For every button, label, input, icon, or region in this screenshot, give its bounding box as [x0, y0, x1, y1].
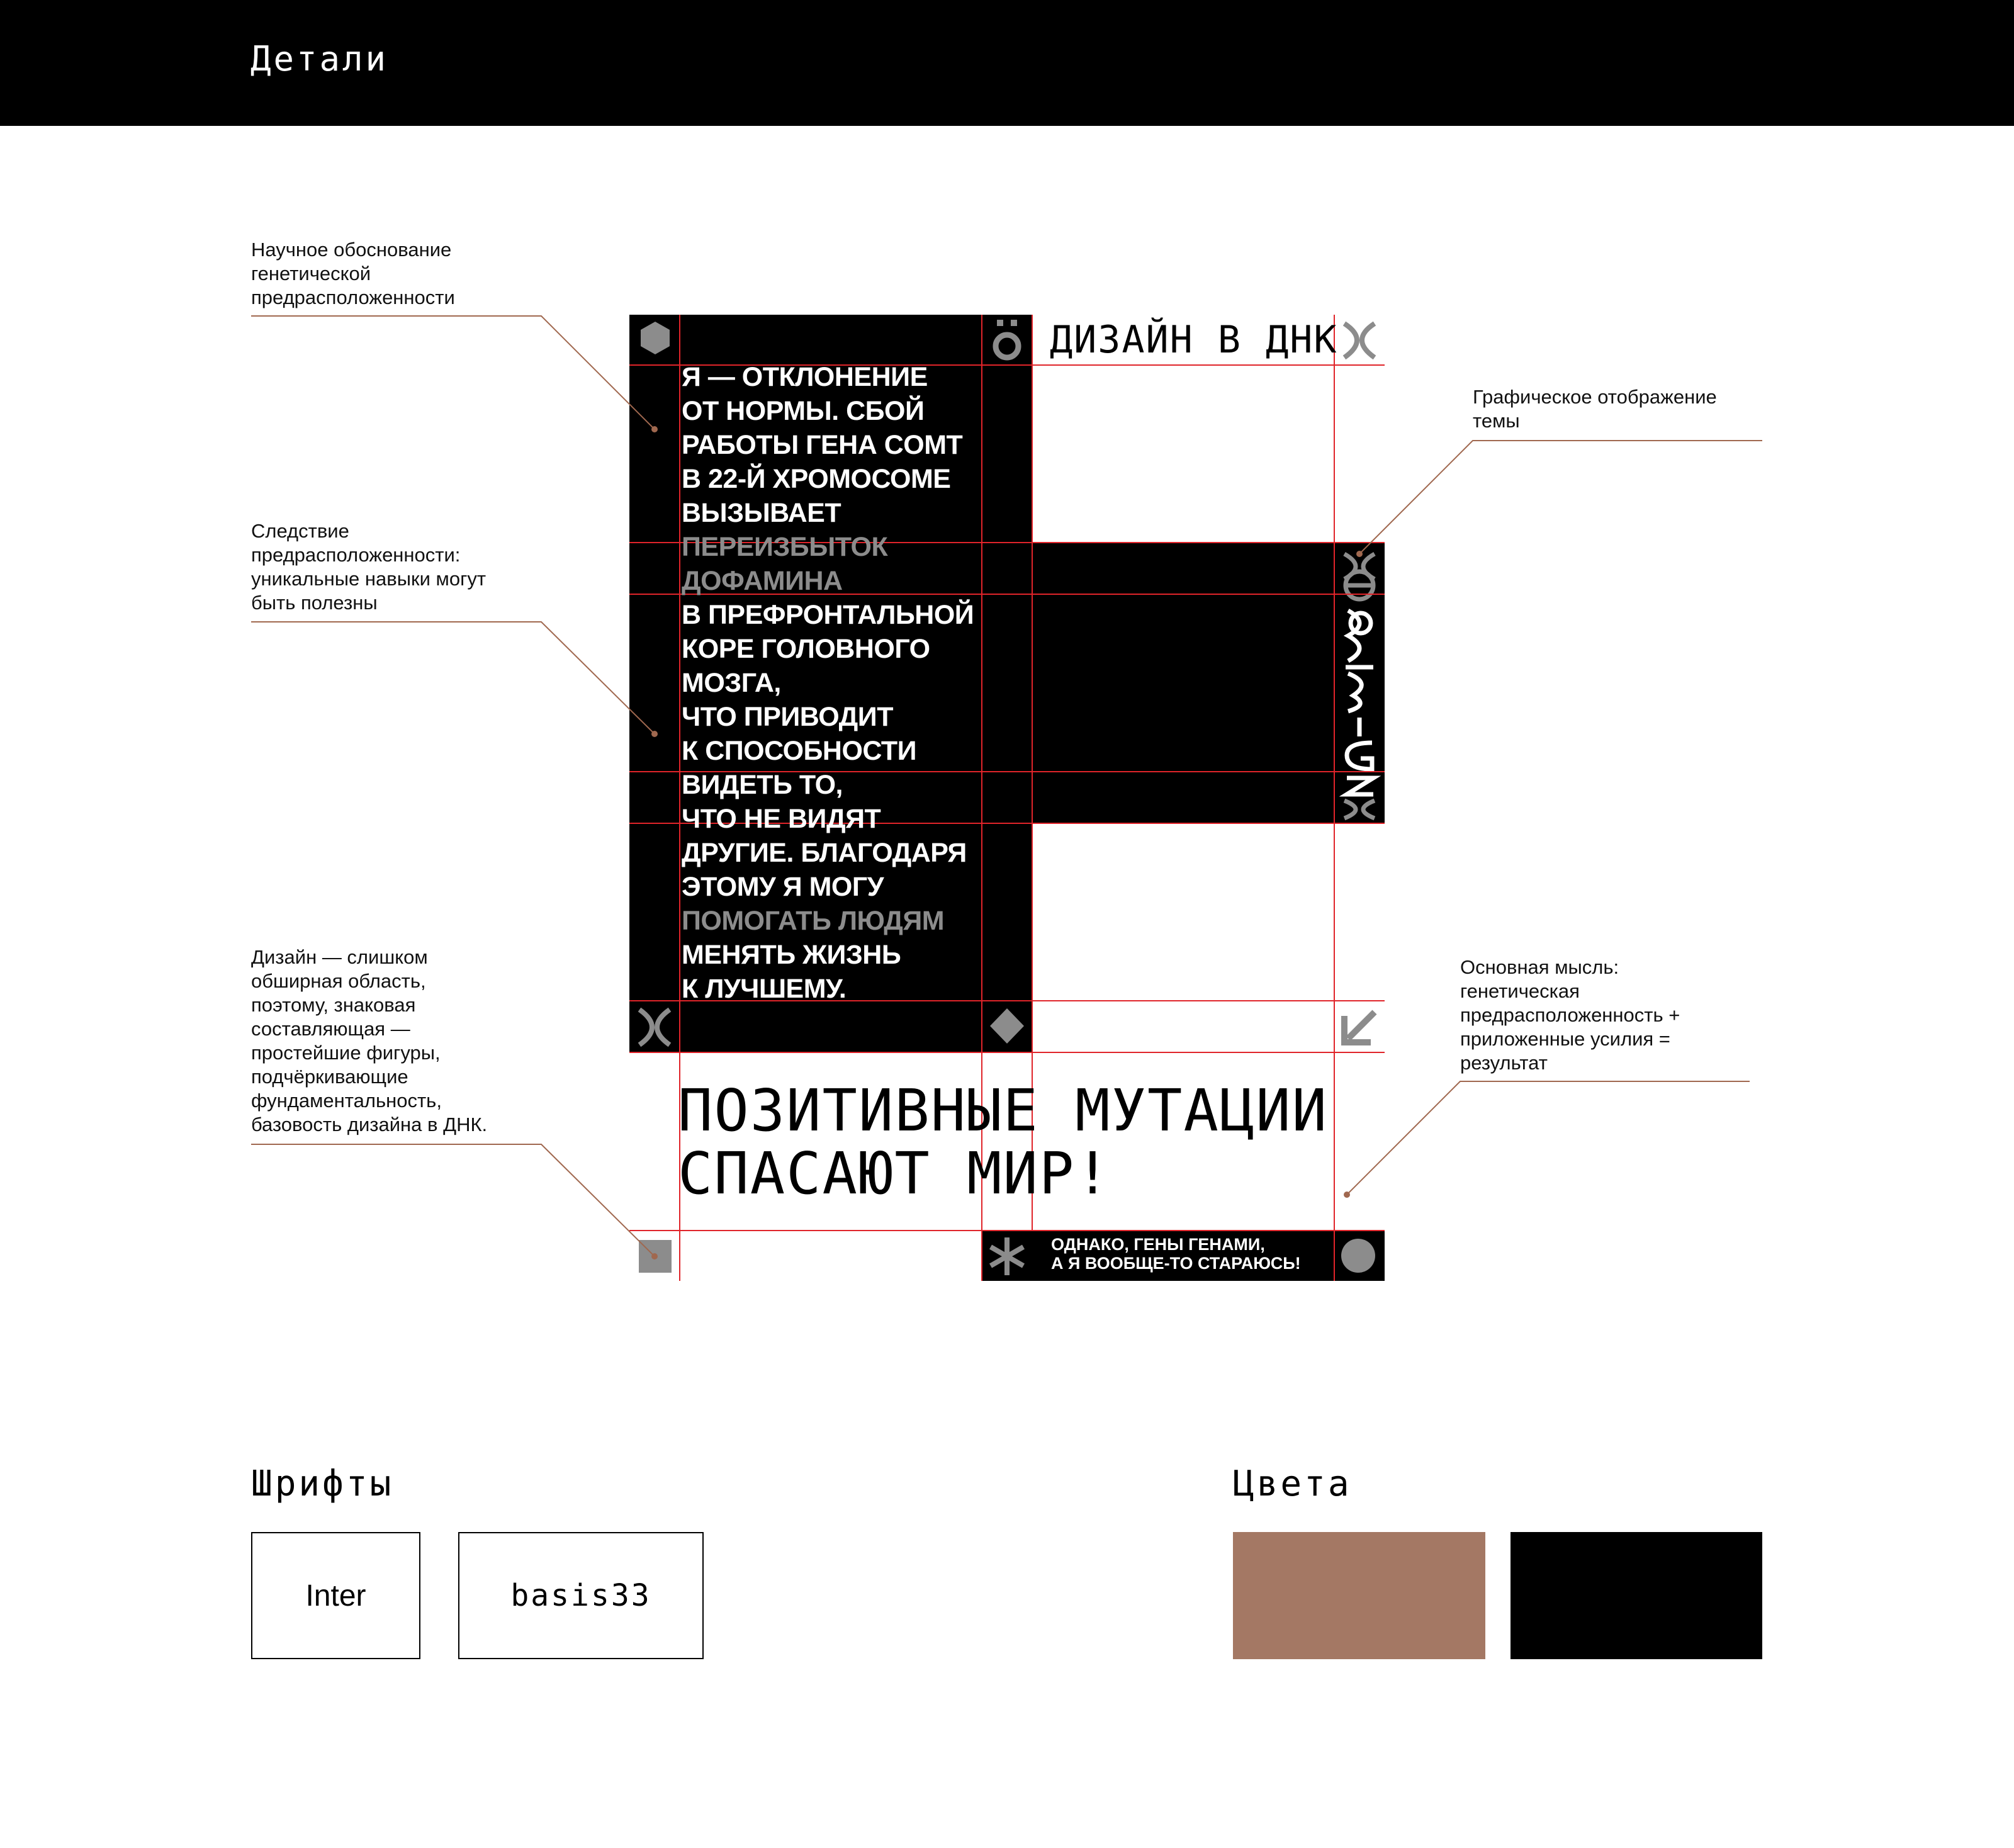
- annotation-line: обширная область,: [251, 970, 426, 992]
- annotation-line: темы: [1473, 410, 1520, 432]
- circle-icon: [1341, 1239, 1375, 1273]
- font-sample-basis33: basis33: [458, 1532, 704, 1659]
- poster-line: К СПОСОБНОСТИ: [682, 736, 917, 766]
- poster-line-accent: ДОФАМИНА: [682, 566, 843, 596]
- annotation-line: Дизайн — слишком: [251, 946, 428, 968]
- headline-line: ПОЗИТИВНЫЕ МУТАЦИИ: [678, 1077, 1328, 1144]
- poster-line: ОТ НОРМЫ. СБОЙ: [682, 396, 925, 426]
- page-title: Детали: [250, 39, 389, 79]
- annotation-line: Графическое отображение: [1473, 386, 1717, 408]
- poster-line: В 22-Й ХРОМОСОМЕ: [682, 464, 951, 494]
- annotation-line: простейшие фигуры,: [251, 1042, 441, 1064]
- poster-body: [682, 360, 974, 1006]
- poster-line: ДРУГИЕ. БЛАГОДАРЯ: [682, 838, 967, 868]
- poster-line: ЧТО НЕ ВИДЯТ: [682, 804, 881, 834]
- poster-headline: [678, 1079, 1328, 1205]
- arrow-down-left-icon: [1344, 1012, 1375, 1042]
- annotation-line: Научное обоснование: [251, 239, 452, 261]
- annotation-line: фундаментальность,: [251, 1090, 442, 1112]
- annotation-line: генетической: [251, 262, 371, 285]
- poster-line: ЭТОМУ Я МОГУ: [682, 872, 884, 902]
- annotation-line: Следствие: [251, 520, 349, 542]
- colors-title: Цвета: [1233, 1463, 1352, 1504]
- annotation-line: подчёркивающие: [251, 1066, 408, 1088]
- color-swatch-black: [1510, 1532, 1762, 1659]
- poster-title: ДИЗАЙН В ДНК: [1050, 318, 1338, 362]
- annotation-line: предрасположенности:: [251, 544, 461, 566]
- poster-block-top: [629, 315, 1032, 365]
- poster-line: КОРЕ ГОЛОВНОГО: [682, 634, 930, 664]
- annotation-line: уникальные навыки могут: [251, 568, 487, 590]
- poster-line: К ЛУЧШЕМУ.: [682, 974, 847, 1004]
- footer-line: А Я ВООБЩЕ-ТО СТАРАЮСЬ!: [1051, 1254, 1301, 1273]
- annotation-line: результат: [1460, 1052, 1548, 1074]
- annotation-line: Основная мысль:: [1460, 956, 1619, 978]
- annotation-line: предрасположенности: [251, 286, 455, 308]
- poster-line: Я — ОТКЛОНЕНИЕ: [682, 362, 928, 392]
- poster-line: ВЫЗЫВАЕТ: [682, 498, 841, 528]
- poster-line: В ПРЕФРОНТАЛЬНОЙ: [682, 600, 974, 630]
- poster-block-dna: [1032, 543, 1385, 823]
- footer-line: ОДНАКО, ГЕНЫ ГЕНАМИ,: [1051, 1235, 1265, 1254]
- helix-x-icon: [1344, 324, 1375, 358]
- fonts-title: Шрифты: [251, 1463, 394, 1504]
- poster-line: ВИДЕТЬ ТО,: [682, 770, 843, 800]
- annotation-line: поэтому, знаковая: [251, 994, 416, 1016]
- annotation-line: составляющая —: [251, 1018, 410, 1040]
- poster-line: РАБОТЫ ГЕНА COMT: [682, 430, 963, 460]
- poster-footer: [1051, 1235, 1301, 1273]
- poster-line: МЕНЯТЬ ЖИЗНЬ: [682, 940, 901, 970]
- poster-line: ЧТО ПРИВОДИТ: [682, 702, 893, 732]
- font-sample-inter: Inter: [251, 1532, 420, 1659]
- annotation-line: генетическая: [1460, 980, 1580, 1002]
- headline-line: СПАСАЮТ МИР!: [678, 1140, 1111, 1207]
- annotation-line: базовость дизайна в ДНК.: [251, 1113, 488, 1135]
- annotation-line: предрасположенность +: [1460, 1004, 1680, 1026]
- poster-line: МОЗГА,: [682, 668, 781, 698]
- poster-line-accent: ПЕРЕИЗБЫТОК: [682, 532, 888, 562]
- poster-line-accent: ПОМОГАТЬ ЛЮДЯМ: [682, 906, 945, 936]
- annotation-line: приложенные усилия =: [1460, 1028, 1670, 1050]
- color-swatch-brown: [1233, 1532, 1485, 1659]
- annotation-line: быть полезны: [251, 592, 378, 614]
